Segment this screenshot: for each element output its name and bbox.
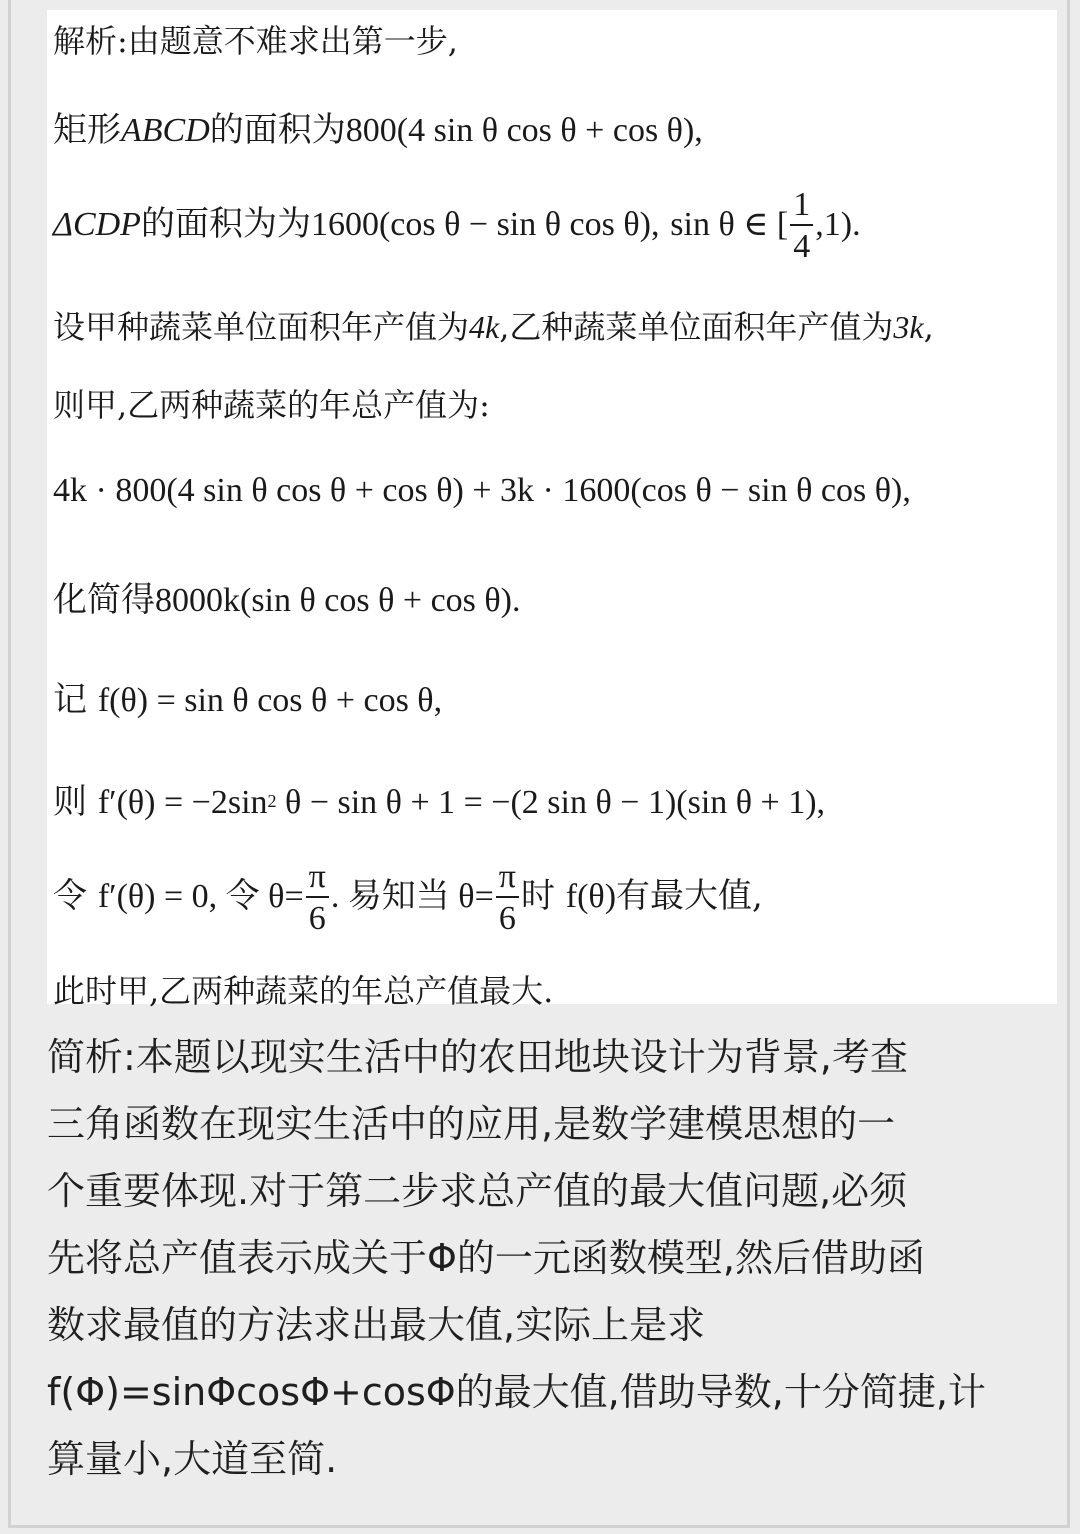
l4-text: 则甲,乙两种蔬菜的年总产值为: [53, 386, 490, 424]
l3-a: 设甲种蔬菜单位面积年产值为 [53, 308, 470, 346]
frac-pi-2: π [496, 860, 519, 898]
solution-line-8 [53, 774, 825, 823]
l3-k2: 3k [893, 309, 924, 345]
solution-line-5 [53, 470, 911, 510]
frac-pi: π [306, 860, 329, 898]
solution-panel [47, 10, 1057, 1010]
l8-rest: θ − sin θ + 1 = −(2 sin θ − 1)(sin θ + 1), [276, 784, 826, 821]
solution-line-3 [53, 302, 934, 348]
l2-triangle: ΔCDP [53, 206, 141, 243]
fraction-quarter [790, 188, 813, 264]
l9-e: f(θ) [565, 878, 617, 915]
l1-mid: 的面积为 [209, 110, 346, 150]
frac-six: 6 [308, 900, 326, 937]
solution-intro [53, 16, 458, 62]
l2-expr: 1600(cos θ − sin θ cos θ), [310, 206, 660, 243]
l1-abcd: ABCD [121, 112, 210, 149]
analysis-line-2: 三角函数在现实生活中的应用,是数学建模思想的一 [47, 1102, 896, 1146]
l2-mid: 的面积为为 [140, 204, 311, 244]
analysis-paragraph [47, 1024, 1057, 1493]
l9-d: 时 [520, 876, 555, 916]
l8-a: 则 [53, 782, 87, 822]
analysis-line-3: 个重要体现.对于第二步求总产值的最大值问题,必须 [47, 1169, 908, 1213]
l7-a: 记 [53, 680, 87, 720]
solution-line-9 [53, 860, 763, 936]
l1-prefix: 矩形 [53, 110, 121, 150]
l3-k1: 4k [469, 309, 500, 345]
frac-num: 1 [790, 188, 813, 226]
page-frame [8, 0, 1070, 1528]
analysis-line-7: 算量小,大道至简. [47, 1437, 338, 1481]
analysis-line-4: 先将总产值表示成关于Φ的一元函数模型,然后借助函 [47, 1236, 925, 1280]
l10-text: 此时甲,乙两种蔬菜的年总产值最大. [53, 972, 554, 1010]
analysis-line-1: 简析:本题以现实生活中的农田地块设计为背景,考查 [47, 1035, 908, 1079]
solution-line-10 [53, 966, 553, 1012]
l3-b: ,乙种蔬菜单位面积年产值为 [499, 308, 894, 346]
solution-line-7 [53, 672, 442, 721]
analysis-line-6: f(Φ)=sinΦcosΦ+cosΦ的最大值,借助导数,十分简捷,计 [47, 1370, 986, 1414]
l9-b: f′(θ) = 0, 令 θ= [97, 878, 304, 915]
l6-a: 化简得 [53, 580, 155, 620]
frac-den: 4 [793, 228, 811, 265]
l9-a: 令 [53, 876, 87, 916]
fraction-pi-six [306, 860, 329, 936]
analysis-line-5: 数求最值的方法求出最大值,实际上是求 [47, 1303, 706, 1347]
l8-sup: 2 [267, 791, 277, 811]
l2-sin: sin θ ∈ [ [670, 206, 789, 243]
l9-c: . 易知当 θ= [330, 878, 494, 915]
solution-line-2 [53, 188, 861, 264]
l7-expr: f(θ) = sin θ cos θ + cos θ, [97, 682, 443, 719]
l3-c: , [923, 308, 934, 346]
solution-line-4 [53, 380, 490, 426]
frac-six-2: 6 [498, 900, 516, 937]
solution-line-1 [53, 102, 703, 151]
l1-expr: 800(4 sin θ cos θ + cos θ), [345, 112, 703, 149]
l6-expr: 8000k(sin θ cos θ + cos θ). [155, 582, 521, 619]
l5-expr: 4k · 800(4 sin θ cos θ + cos θ) + 3k · 1600(cos θ − sin θ cos θ), [53, 472, 911, 509]
solution-line-6 [53, 572, 521, 621]
intro-text: 解析:由题意不难求出第一步, [53, 22, 458, 60]
l8-f: f′(θ) = −2sin [97, 784, 268, 821]
l2-end: ,1). [815, 206, 861, 243]
l9-f: 有最大值, [616, 876, 763, 916]
fraction-pi-six-2 [496, 860, 519, 936]
